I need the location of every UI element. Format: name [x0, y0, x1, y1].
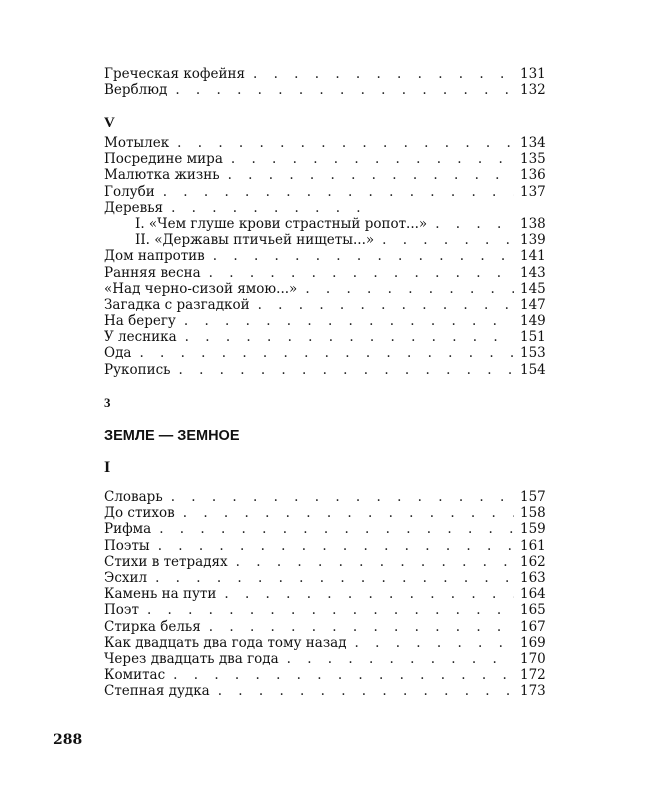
toc-entry [104, 554, 544, 570]
leader-dots [158, 538, 514, 554]
leader-dots [147, 602, 514, 618]
leader-dots [231, 151, 514, 167]
leader-dots [213, 248, 514, 264]
leader-dots [287, 651, 514, 667]
entry-title: Степная дудка [104, 683, 210, 700]
toc-block-i [104, 489, 544, 699]
entry-page: 136 [520, 167, 546, 184]
entry-page: 157 [520, 489, 546, 505]
entry-page: 138 [520, 215, 546, 232]
entry-page: 170 [520, 650, 546, 667]
toc-entry [104, 281, 544, 297]
toc-entry [104, 82, 544, 98]
toc-entry [104, 635, 544, 651]
leader-dots [355, 635, 514, 651]
entry-title: Стирка белья [104, 618, 201, 635]
leader-dots [305, 281, 514, 297]
entry-title: Комитас [104, 667, 166, 684]
entry-title: Загадка с разгадкой [104, 296, 250, 313]
entry-page: 172 [520, 667, 546, 684]
leader-dots [184, 313, 514, 329]
toc-entry [104, 489, 544, 505]
entry-title: Посредине мира [104, 151, 223, 168]
entry-title: Стихи в тетрадях [104, 553, 228, 570]
entry-page: 165 [520, 602, 546, 619]
leader-dots [171, 489, 514, 505]
toc-entry [104, 538, 544, 554]
entry-title: Верблюд [104, 82, 168, 99]
leader-dots [435, 216, 514, 232]
part-title: ЗЕМЛЕ — ЗЕМНОЕ [104, 428, 240, 444]
leader-dots [175, 82, 514, 98]
entry-title: «Над черно-сизой ямою...» [104, 280, 298, 297]
entry-page: 163 [520, 569, 546, 586]
toc-entry [104, 505, 544, 521]
toc-entry [104, 151, 544, 167]
toc-entry [104, 184, 544, 200]
toc-entry [104, 602, 544, 618]
entry-title: Эсхил [104, 569, 148, 586]
toc-entry [104, 329, 544, 345]
entry-page: 137 [520, 183, 546, 200]
toc-entry [104, 362, 544, 378]
entry-page: 131 [520, 66, 546, 82]
leader-dots [185, 329, 514, 345]
leader-dots [173, 667, 514, 683]
entry-title: Камень на пути [104, 586, 217, 603]
section-heading-v: V [104, 115, 115, 131]
toc-subentry [104, 232, 544, 248]
part-number: 3 [104, 395, 111, 410]
entry-title: Поэт [104, 602, 139, 619]
entry-title: До стихов [104, 505, 175, 522]
entry-title: Деревья [104, 199, 164, 216]
leader-dots [236, 554, 514, 570]
toc-entry [104, 521, 544, 537]
entry-title: Ода [104, 345, 132, 362]
entry-page: 153 [520, 345, 546, 362]
page-number: 288 [53, 732, 83, 748]
leader-dots [228, 167, 514, 183]
entry-page: 173 [520, 683, 546, 700]
entry-title: На берегу [104, 313, 176, 330]
entry-page: 147 [520, 296, 546, 313]
toc-block-v [104, 135, 544, 378]
leader-dots [139, 345, 514, 361]
entry-title: Ранняя весна [104, 264, 201, 281]
leader-dots [159, 521, 514, 537]
toc-block-continued [104, 66, 544, 98]
leader-dots [183, 505, 514, 521]
toc-entry [104, 313, 544, 329]
entry-title: У лесника [104, 329, 177, 346]
toc-entry [104, 570, 544, 586]
leader-dots [382, 232, 514, 248]
entry-page: 158 [520, 505, 546, 522]
entry-page: 143 [520, 264, 546, 281]
leader-dots [163, 184, 514, 200]
entry-title: Малютка жизнь [104, 167, 220, 184]
entry-page: 162 [520, 553, 546, 570]
entry-title: Голуби [104, 183, 155, 200]
leader-dots [218, 683, 514, 699]
entry-title: Через двадцать два года [104, 650, 279, 667]
entry-page: 145 [520, 280, 546, 297]
leader-dots [155, 570, 514, 586]
entry-page: 154 [520, 361, 546, 378]
entry-page: 141 [520, 248, 546, 265]
entry-page: 149 [520, 313, 546, 330]
toc-entry [104, 167, 544, 183]
leader-dots [177, 135, 514, 151]
entry-title: Дом напротив [104, 248, 205, 265]
entry-page: 139 [520, 232, 546, 249]
leader-dots [179, 362, 515, 378]
section-heading-i: I [104, 459, 111, 476]
leader-dots [209, 265, 514, 281]
toc-subentry [104, 216, 544, 232]
toc-entry [104, 586, 544, 602]
entry-page: 161 [520, 537, 546, 554]
toc-entry [104, 667, 544, 683]
entry-page: 167 [520, 618, 546, 635]
toc-entry [104, 345, 544, 361]
toc-entry [104, 265, 544, 281]
leader-dots [253, 66, 514, 82]
entry-page: 134 [520, 135, 546, 151]
entry-title: Рифма [104, 521, 152, 538]
entry-page: 132 [520, 82, 546, 99]
entry-title: Рукопись [104, 361, 171, 378]
entry-title: I. «Чем глуше крови страстный ропот...» [135, 215, 428, 232]
entry-page: 169 [520, 634, 546, 651]
entry-page: 164 [520, 586, 546, 603]
entry-title: Поэты [104, 537, 150, 554]
leader-dots [171, 200, 371, 216]
toc-entry-group [104, 200, 544, 216]
leader-dots [258, 297, 514, 313]
toc-entry [104, 297, 544, 313]
toc-entry [104, 683, 544, 699]
toc-entry [104, 66, 544, 82]
entry-page: 159 [520, 521, 546, 538]
entry-title: Греческая кофейня [104, 66, 245, 82]
toc-entry [104, 619, 544, 635]
entry-page: 151 [520, 329, 546, 346]
entry-title: Как двадцать два года тому назад [104, 634, 347, 651]
entry-title: II. «Державы птичьей нищеты...» [135, 232, 375, 249]
toc-entry [104, 248, 544, 264]
entry-title: Мотылек [104, 135, 170, 151]
leader-dots [224, 586, 514, 602]
leader-dots [209, 619, 514, 635]
toc-entry [104, 135, 544, 151]
toc-entry [104, 651, 544, 667]
entry-page: 135 [520, 151, 546, 168]
entry-title: Словарь [104, 489, 163, 505]
